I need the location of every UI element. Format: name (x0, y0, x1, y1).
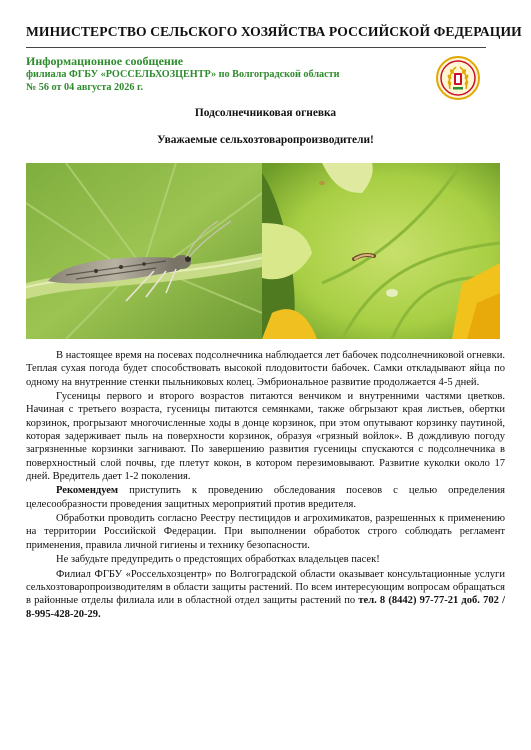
document-title: Подсолнечниковая огневка (194, 107, 337, 119)
consulting-text: Филиал ФГБУ «Россельхозцентр» по Волгоградской области оказывает консультационные услуги сельхозтоваропроизводителям в области защиты растений. По всем интересующим вопросам обращаться в районные отделы филиала или в областной отдел защиты растений по (26, 568, 505, 607)
header-divider (26, 47, 486, 48)
rosselhozcenter-logo (436, 56, 480, 100)
message-number-date: № 56 от 04 августа 2026 г. (26, 82, 144, 93)
greeting-line: Уважаемые сельхозтоваропроизводители! (157, 134, 374, 146)
body-text (26, 349, 505, 621)
branch-name: филиала ФГБУ «РОССЕЛЬХОЗЦЕНТР» по Волгоградской области (26, 69, 340, 80)
paragraph-recommendation (26, 484, 505, 511)
paragraph-consulting (26, 568, 505, 621)
paragraph-beekeeper-warning: Не забудьте предупредить о предстоящих обработках владельцев пасек! (56, 554, 380, 566)
header-info-block (26, 54, 340, 94)
info-message-label: Информационное сообщение (26, 54, 184, 68)
recommend-text: приступить к проведению обследования посевов с целью определения целесообразности проведения защитных мероприятий против вредителя. (26, 485, 505, 510)
paragraph-caterpillar-biology: Гусеницы первого и второго возрастов питаются венчиком и внутренними частями цветков. Начиная с третьего возраста, гусеницы питаются семянками, также обгрызают края листьев, обертки корзинок, прогрызают многочисленные ходы в донце корзинок, при этом опутывают корзинку паутиной, которая задерживает пыль на поверхности корзинок, образуя «грязный войлок». В дождливую погоду загрязненные корзинки загнивают. По завершению развития гусеницы спускаются с подсолнечника в поверхностный слой почвы, где плетут кокон, в котором перезимовывают. Развитие куколки около 17 дней. Вредитель дает 1-2 поколения. (26, 391, 505, 483)
recommend-bold: Рекомендуем (56, 485, 119, 497)
moth-photo (26, 163, 262, 339)
caterpillar-on-sunflower-photo (262, 163, 500, 339)
ministry-title: МИНИСТЕРСТВО СЕЛЬСКОГО ХОЗЯЙСТВА РОССИЙСКОЙ ФЕДЕРАЦИИ (26, 24, 522, 39)
contact-phone: тел. 8 (8442) 97-77-21 доб. 702 / 8-995-428-20-29. (26, 595, 505, 620)
paragraph-treatment-rules: Обработки проводить согласно Реестру пестицидов и агрохимикатов, разрешенных к применению на территории Российской Федерации. При выполнении обработок строго соблюдать регламент применения, правила личной гигиены и технику безопасности. (26, 513, 505, 551)
paragraph-current-situation: В настоящее время на посевах подсолнечника наблюдается лет бабочек подсолнечниковой огневки. Теплая сухая погода будет способствовать высокой плодовитости бабочек. Самки откладывают яйца по одному на внутренние стенки пыльниковых колец. Эмбриональное развитие продолжается 4-5 дней. (26, 350, 505, 388)
